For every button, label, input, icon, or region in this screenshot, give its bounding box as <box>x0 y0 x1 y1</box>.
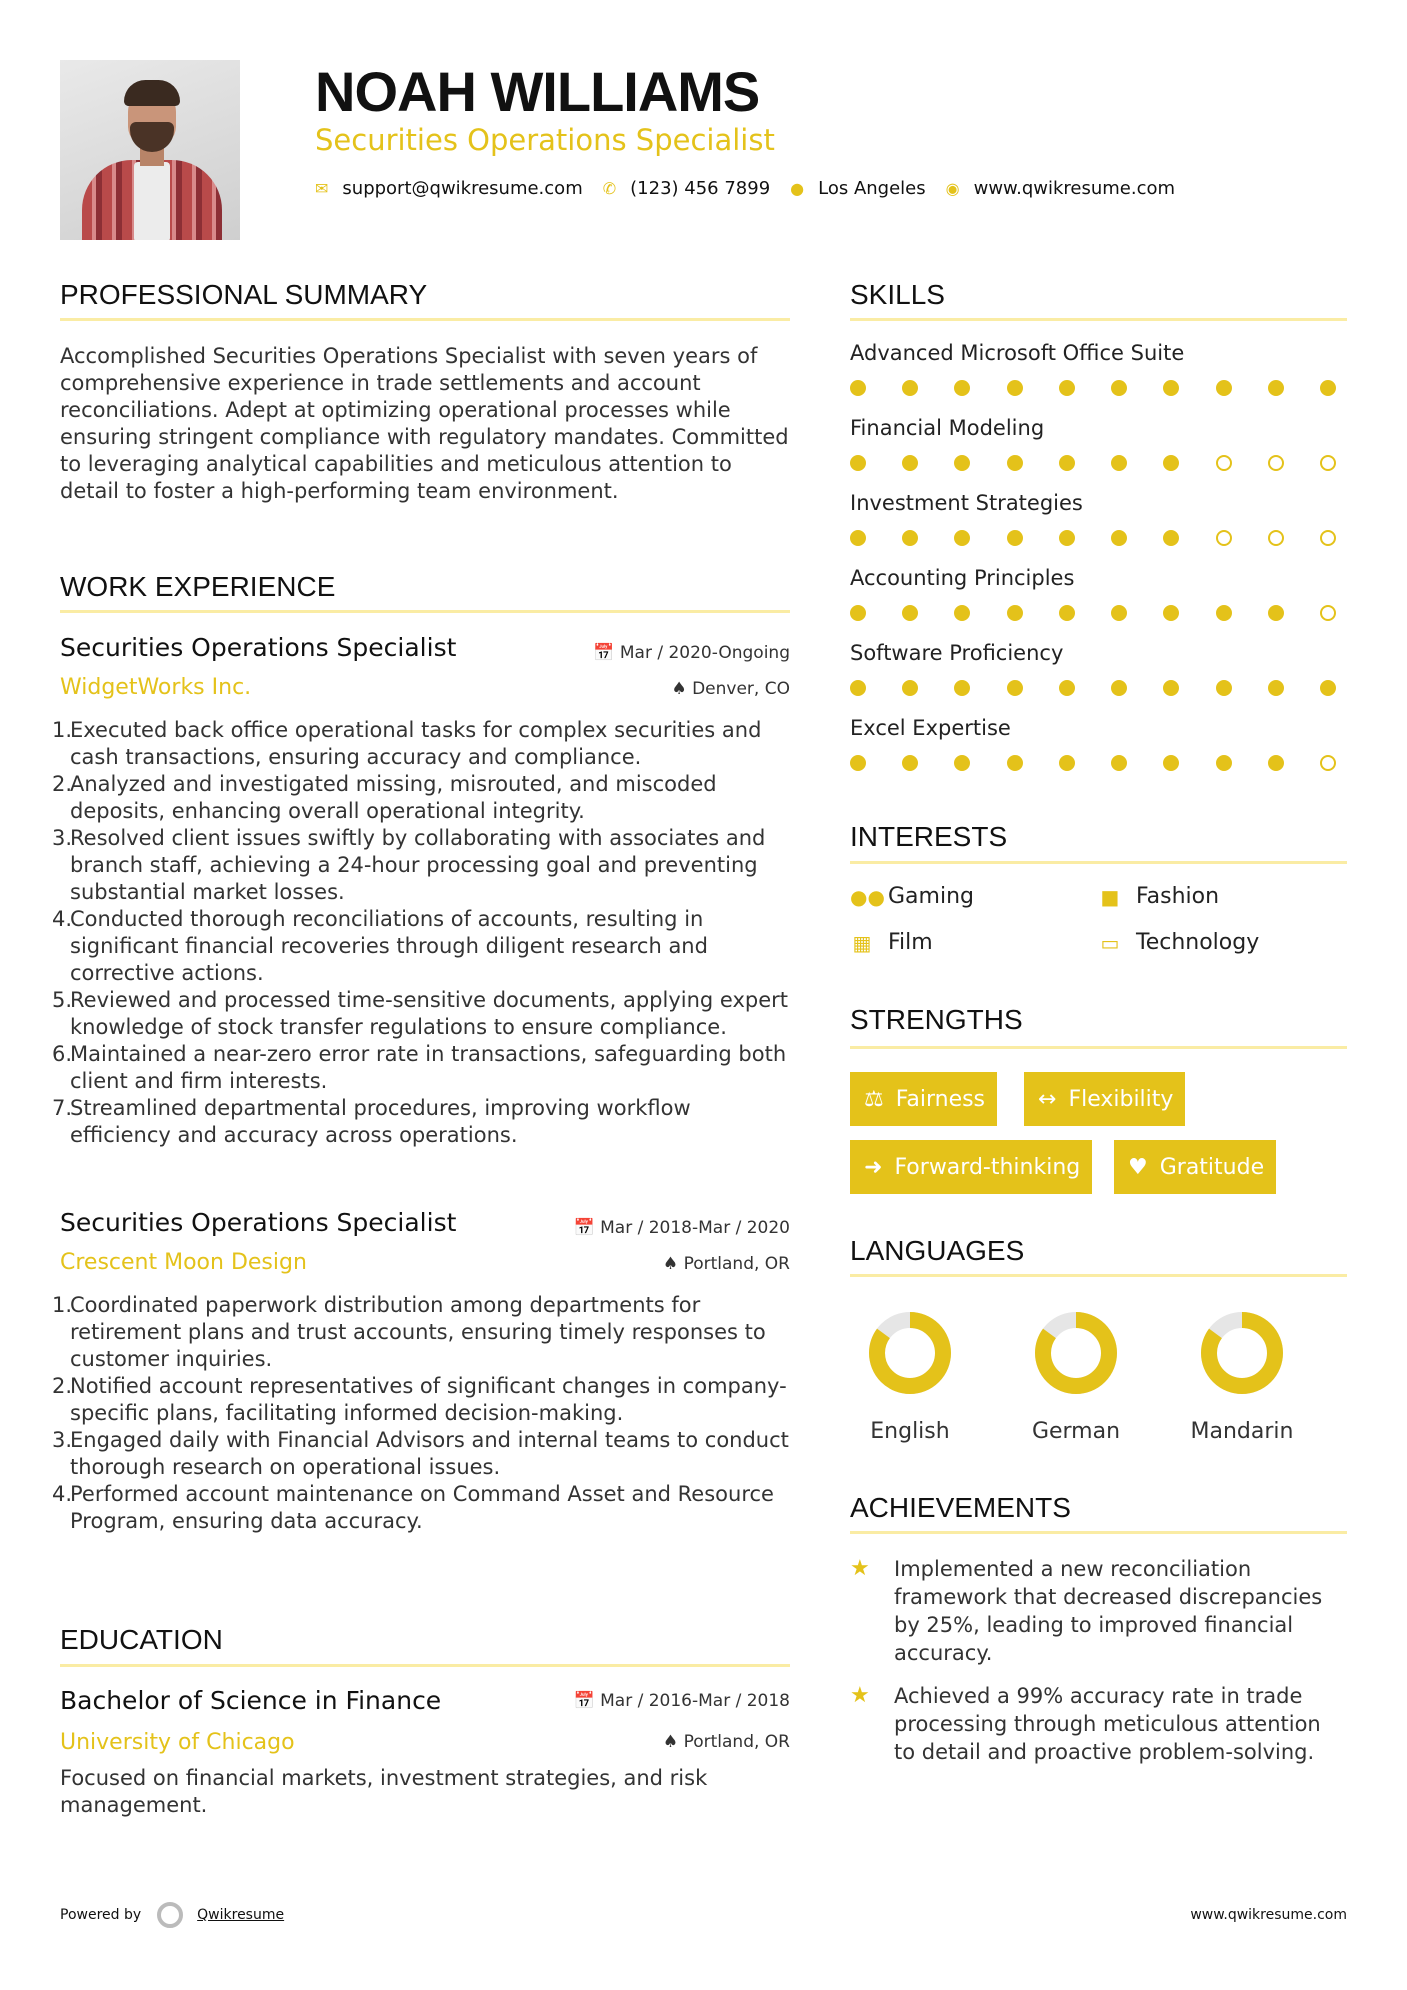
strength-badge: ➜ Forward-thinking <box>850 1140 1092 1194</box>
skills-divider <box>850 318 1347 321</box>
strengths-heading: STRENGTHS <box>850 1004 1023 1035</box>
rating-dot-filled <box>1111 530 1127 546</box>
rating-dot-filled <box>1007 455 1023 471</box>
rating-dot-empty <box>1268 530 1284 546</box>
rating-dot-empty <box>1268 455 1284 471</box>
skill-rating <box>850 605 1336 621</box>
duty-text: Engaged daily with Financial Advisors and internal teams to conduct thorough research on operational issues. <box>70 1428 789 1479</box>
rating-dot-filled <box>1007 605 1023 621</box>
skill-name: Investment Strategies <box>850 491 1083 515</box>
duty-item <box>52 1481 797 1535</box>
phone-icon: ✆ <box>602 179 617 198</box>
rating-dot-filled <box>1007 530 1023 546</box>
rating-dot-filled <box>1216 680 1232 696</box>
education-divider <box>60 1664 790 1667</box>
skill-rating <box>850 755 1336 771</box>
rating-dot-filled <box>954 680 970 696</box>
skill-rating <box>850 455 1336 471</box>
language-name: English <box>870 1419 950 1444</box>
job-title: Securities Operations Specialist <box>60 1208 457 1237</box>
film-icon: ▦ <box>852 931 872 955</box>
duty-item <box>52 987 797 1041</box>
languages-divider <box>850 1274 1347 1277</box>
skill-name: Accounting Principles <box>850 566 1075 590</box>
calendar-icon: 📅 <box>573 1218 601 1238</box>
duty-text: Analyzed and investigated missing, misrouted, and miscoded deposits, enhancing overall operational integrity. <box>70 772 717 823</box>
pin-icon: ♠ <box>662 1732 684 1752</box>
strength-badge: ⚖ Fairness <box>850 1072 997 1126</box>
profile-photo <box>60 60 240 240</box>
rating-dot-filled <box>1268 755 1284 771</box>
language-name: German <box>1031 1419 1121 1444</box>
interest-item: ●● Gaming <box>850 884 974 909</box>
rating-dot-filled <box>1111 680 1127 696</box>
contact-email[interactable]: support@qwikresume.com <box>342 178 583 199</box>
rating-dot-filled <box>954 530 970 546</box>
education-text: Focused on financial markets, investment strategies, and risk management. <box>60 1766 708 1817</box>
language-item <box>835 1310 985 1446</box>
rating-dot-empty <box>1320 605 1336 621</box>
rating-dot-filled <box>1111 455 1127 471</box>
job-location: ♠ Portland, OR <box>662 1254 790 1274</box>
achievements-heading: ACHIEVEMENTS <box>850 1492 1071 1523</box>
duty-item <box>52 1041 797 1095</box>
duty-text: Performed account maintenance on Command Asset and Resource Program, ensuring data accuracy. <box>70 1482 774 1533</box>
envelope-icon: ✉ <box>315 179 329 198</box>
rating-dot-filled <box>954 605 970 621</box>
heart-icon: ♥ <box>1128 1154 1148 1180</box>
duty-text: Notified account representatives of significant changes in company-specific plans, facilitating informed decision-making. <box>70 1374 787 1425</box>
languages-heading: LANGUAGES <box>850 1235 1025 1266</box>
rating-dot-filled <box>850 380 866 396</box>
rating-dot-filled <box>1216 605 1232 621</box>
skill-name: Software Proficiency <box>850 641 1064 665</box>
duty-number: 7. <box>52 1096 73 1120</box>
duty-number: 3. <box>52 826 73 850</box>
rating-dot-filled <box>1059 530 1075 546</box>
duty-item <box>52 1095 797 1149</box>
calendar-icon: 📅 <box>593 643 620 663</box>
contact-location: Los Angeles <box>818 178 926 199</box>
rating-dot-filled <box>902 530 918 546</box>
skill-name: Excel Expertise <box>850 716 1011 740</box>
rating-dot-filled <box>1111 755 1127 771</box>
pin-icon: ♠ <box>671 679 693 699</box>
rating-dot-filled <box>954 380 970 396</box>
skill-rating <box>850 680 1336 696</box>
summary-divider <box>60 318 790 321</box>
duty-text: Streamlined departmental procedures, improving workflow efficiency and accuracy across operations. <box>70 1096 691 1147</box>
star-icon: ★ <box>850 1556 870 1581</box>
rating-dot-filled <box>1059 755 1075 771</box>
job-company: WidgetWorks Inc. <box>60 675 252 700</box>
duty-item <box>52 771 797 825</box>
rating-dot-filled <box>1320 680 1336 696</box>
rating-dot-filled <box>1111 380 1127 396</box>
rating-dot-filled <box>850 680 866 696</box>
rating-dot-filled <box>1320 380 1336 396</box>
skill-rating <box>850 380 1336 396</box>
candidate-title: Securities Operations Specialist <box>315 123 775 157</box>
duty-item <box>52 1373 797 1427</box>
interests-heading: INTERESTS <box>850 821 1008 852</box>
rating-dot-filled <box>954 755 970 771</box>
rating-dot-filled <box>1059 455 1075 471</box>
map-pin-icon: ● <box>790 179 805 198</box>
duty-number: 2. <box>52 772 73 796</box>
interests-divider <box>850 861 1347 864</box>
achievement-item: ★ Implemented a new reconciliation framework that decreased discrepancies by 25%, leading to improved financial accuracy. <box>850 1556 1323 1665</box>
strength-badge: ♥ Gratitude <box>1114 1140 1276 1194</box>
job-title: Securities Operations Specialist <box>60 633 457 662</box>
education-date: 📅 Mar / 2016-Mar / 2018 <box>573 1691 790 1711</box>
rating-dot-filled <box>1268 380 1284 396</box>
duty-item <box>52 1427 797 1481</box>
duty-number: 4. <box>52 1482 73 1506</box>
duty-text: Executed back office operational tasks for complex securities and cash transactions, ensuring accuracy and compliance. <box>70 718 762 769</box>
strength-badge: ↔ Flexibility <box>1024 1072 1185 1126</box>
summary-heading: PROFESSIONAL SUMMARY <box>60 279 428 310</box>
rating-dot-filled <box>902 680 918 696</box>
school-name: University of Chicago <box>60 1730 295 1755</box>
shopping-bag-icon: ■ <box>1100 885 1120 909</box>
strengths-divider <box>850 1046 1347 1049</box>
duty-number: 1. <box>52 1293 73 1317</box>
rating-dot-filled <box>1111 605 1127 621</box>
rating-dot-filled <box>902 755 918 771</box>
education-heading: EDUCATION <box>60 1624 223 1655</box>
skills-heading: SKILLS <box>850 279 945 310</box>
contact-phone[interactable]: (123) 456 7899 <box>630 178 771 199</box>
star-icon: ★ <box>850 1683 870 1708</box>
balance-scale-icon: ⚖ <box>864 1086 884 1112</box>
job-date: 📅 Mar / 2018-Mar / 2020 <box>573 1218 790 1238</box>
duty-number: 2. <box>52 1374 73 1398</box>
skill-name: Financial Modeling <box>850 416 1045 440</box>
duty-item <box>52 1292 797 1373</box>
degree-title: Bachelor of Science in Finance <box>60 1686 442 1715</box>
rating-dot-empty <box>1216 530 1232 546</box>
duty-item <box>52 717 797 771</box>
rating-dot-filled <box>1268 680 1284 696</box>
language-item <box>1001 1310 1151 1446</box>
arrow-right-icon: ➜ <box>864 1154 883 1180</box>
achievements-divider <box>850 1531 1347 1534</box>
rating-dot-filled <box>1216 380 1232 396</box>
experience-heading: WORK EXPERIENCE <box>60 571 336 602</box>
rating-dot-filled <box>1163 530 1179 546</box>
duty-text: Conducted thorough reconciliations of accounts, resulting in significant financial recoveries through diligent research and corrective actions. <box>70 907 708 985</box>
rating-dot-filled <box>1007 755 1023 771</box>
interest-item: ▭ Technology <box>1098 929 1259 957</box>
language-item <box>1167 1310 1317 1446</box>
rating-dot-filled <box>1007 680 1023 696</box>
interest-item: ▦ Film <box>850 929 933 957</box>
rating-dot-filled <box>1163 680 1179 696</box>
interest-item: ■ Fashion <box>1098 883 1219 911</box>
rating-dot-filled <box>1268 605 1284 621</box>
pin-icon: ♠ <box>662 1254 684 1274</box>
rating-dot-empty <box>1320 455 1336 471</box>
footer-url[interactable]: www.qwikresume.com <box>1190 1907 1347 1923</box>
rating-dot-filled <box>850 530 866 546</box>
qwikresume-logo-icon <box>157 1902 183 1928</box>
rating-dot-filled <box>1163 605 1179 621</box>
footer-brand-link[interactable]: Qwikresume <box>197 1907 285 1923</box>
contact-bar <box>315 178 1195 199</box>
duty-number: 4. <box>52 907 73 931</box>
globe-icon: ◉ <box>945 179 960 198</box>
job-company: Crescent Moon Design <box>60 1250 307 1275</box>
rating-dot-filled <box>902 455 918 471</box>
rating-dot-filled <box>1216 755 1232 771</box>
rating-dot-filled <box>1059 380 1075 396</box>
job-date: 📅 Mar / 2020-Ongoing <box>593 643 790 663</box>
rating-dot-filled <box>850 455 866 471</box>
duty-text: Maintained a near-zero error rate in transactions, safeguarding both client and firm interests. <box>70 1042 787 1093</box>
rating-dot-filled <box>850 755 866 771</box>
duty-number: 3. <box>52 1428 73 1452</box>
duty-number: 6. <box>52 1042 73 1066</box>
skill-name: Advanced Microsoft Office Suite <box>850 341 1185 365</box>
summary-text: Accomplished Securities Operations Specialist with seven years of comprehensive experience in trade settlements and account reconciliations. Adept at optimizing operational processes while ensuring stringent compliance with regulatory mandates. Committed to leveraging analytical capabilities and meticulous attention to detail to foster a high-performing team environment. <box>60 344 789 503</box>
rating-dot-empty <box>1320 755 1336 771</box>
rating-dot-filled <box>1163 455 1179 471</box>
job-duties-list <box>52 1292 797 1535</box>
rating-dot-filled <box>902 605 918 621</box>
laptop-icon: ▭ <box>1100 931 1120 955</box>
calendar-icon: 📅 <box>573 1691 601 1711</box>
skill-rating <box>850 530 1336 546</box>
rating-dot-filled <box>850 605 866 621</box>
gamepad-icon: ●● <box>850 885 885 909</box>
rating-dot-empty <box>1320 530 1336 546</box>
duty-text: Resolved client issues swiftly by collaborating with associates and branch staff, achieving a 24-hour processing goal and preventing substantial market losses. <box>70 826 766 904</box>
language-donut <box>1033 1310 1119 1396</box>
candidate-name: NOAH WILLIAMS <box>315 60 760 123</box>
language-name: Mandarin <box>1190 1419 1294 1444</box>
rating-dot-filled <box>1163 755 1179 771</box>
rating-dot-filled <box>1059 605 1075 621</box>
job-duties-list <box>52 717 797 1149</box>
rating-dot-filled <box>1007 380 1023 396</box>
duty-text: Coordinated paperwork distribution among departments for retirement plans and trust accounts, ensuring timely responses to customer inquiries. <box>70 1293 766 1371</box>
footer-powered-by: Powered by Qwikresume <box>60 1902 284 1928</box>
duty-item <box>52 906 797 987</box>
rating-dot-filled <box>1163 380 1179 396</box>
duty-number: 1. <box>52 718 73 742</box>
language-donut <box>867 1310 953 1396</box>
achievement-item: ★ Achieved a 99% accuracy rate in trade processing through meticulous attention to detail and proactive problem-solving. <box>850 1683 1321 1764</box>
rating-dot-filled <box>1059 680 1075 696</box>
duty-number: 5. <box>52 988 73 1012</box>
language-donut <box>1199 1310 1285 1396</box>
rating-dot-filled <box>954 455 970 471</box>
rating-dot-empty <box>1216 455 1232 471</box>
rating-dot-filled <box>902 380 918 396</box>
education-location: ♠ Portland, OR <box>662 1732 790 1752</box>
duty-text: Reviewed and processed time-sensitive documents, applying expert knowledge of stock transfer regulations to ensure compliance. <box>70 988 788 1039</box>
experience-divider <box>60 610 790 613</box>
arrows-horizontal-icon: ↔ <box>1038 1086 1057 1112</box>
duty-item <box>52 825 797 906</box>
job-location: ♠ Denver, CO <box>671 679 790 699</box>
contact-website[interactable]: www.qwikresume.com <box>973 178 1176 199</box>
